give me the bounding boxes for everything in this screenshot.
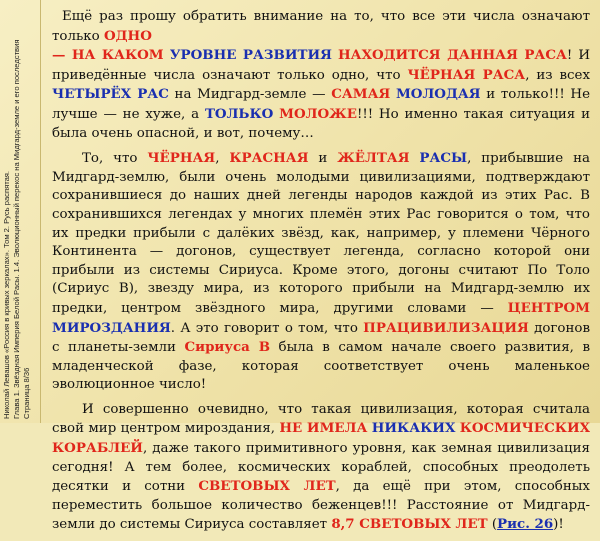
- text: )!: [553, 517, 564, 533]
- highlight: МИРОЗДАНИЯ: [52, 319, 171, 336]
- highlight: НАХОДИТСЯ ДАННАЯ РАСА: [338, 47, 567, 64]
- sidebar-line-2: [12, 4, 22, 419]
- sidebar: [0, 0, 41, 423]
- highlight: ТОЛЬКО: [204, 105, 274, 122]
- text: Ещё раз прошу обратить внимание на то, что все эти числа означают только: [52, 9, 590, 44]
- text: ! И приведённые числа означают только одно, что: [52, 48, 591, 83]
- text: и только!!! Не лучше — не хуже, а: [52, 87, 591, 122]
- text: догонов с планеты-земли: [52, 320, 590, 356]
- paragraph-3: [52, 401, 590, 535]
- highlight: РАСЫ: [419, 150, 468, 167]
- highlight: ЖЁЛТАЯ: [337, 150, 410, 167]
- highlight: ЧЁРНАЯ РАСА: [407, 66, 526, 83]
- highlight: УРОВНЕ РАЗВИТИЯ: [169, 47, 332, 64]
- highlight: САМАЯ: [331, 86, 391, 103]
- page-number: Страница 8/36: [22, 367, 31, 419]
- highlight: ЦЕНТРОМ: [507, 299, 590, 316]
- highlight: ПРАЦИВИЛИЗАЦИЯ: [363, 319, 529, 336]
- sidebar-caption: [2, 4, 32, 419]
- highlight: КРАСНАЯ: [229, 150, 309, 167]
- main-text: [52, 8, 590, 541]
- highlight: ЧЕТЫРЁХ РАС: [52, 86, 169, 103]
- text: И совершенно очевидно, что такая цивилизация, которая считала свой мир центром мироздания,: [52, 401, 590, 437]
- sidebar-line-1: [2, 4, 12, 419]
- text: То, что: [82, 151, 148, 167]
- highlight: МОЛОДАЯ: [395, 86, 481, 103]
- highlight: НЕ ИМЕЛА: [279, 420, 368, 437]
- highlight: Сириуса В: [184, 339, 271, 356]
- highlight: ОДНО: [103, 27, 152, 44]
- sidebar-line-3: [22, 4, 32, 419]
- text: , даже такого примитивного уровня, как земная цивилизация сегодня! А тем более, космических кораблей, способных преодолеть десятки и сотни: [52, 441, 590, 495]
- text: на Мидгард-земле —: [168, 87, 332, 103]
- highlight: 8,7 СВЕТОВЫХ ЛЕТ: [331, 516, 488, 533]
- text: и: [308, 151, 338, 167]
- highlight: НИКАКИХ: [371, 420, 456, 437]
- text: была в самом начале своего развития, в младенческой фазе, которая соответствует очень маленькое эволюционное число!: [52, 340, 590, 393]
- text: . А это говорит о том, что: [170, 320, 364, 336]
- figure-link[interactable]: Рис. 26: [497, 516, 554, 533]
- text: !!! Но именно такая ситуация и была очень опасной, и вот, почему…: [52, 106, 590, 141]
- book-title: Николай Левашов «Россия в кривых зеркалах». Том 2. Русь распятая.: [2, 170, 11, 419]
- paragraph-2: [52, 149, 590, 395]
- text: , из всех: [525, 67, 591, 83]
- highlight: — НА КАКОМ: [52, 47, 164, 64]
- text: (: [487, 517, 498, 533]
- highlight: МОЛОЖЕ: [279, 105, 357, 122]
- text: , прибывшие на Мидгард-землю, были очень молодыми цивилизациями, подтверждают сохранившиеся до наших дней легенды народов каждой из этих Рас. В сохранившихся легендах у многих племён этих Рас говорится о том, что их предки прибыли с далёких звёзд, как, например, у племени Чёрного Континента — догонов, существует легенда, согласно которой они прибыли из системы Сириуса. Кроме этого, догоны считают По Толо (Сириус В), звезду мира, из которого прибыли на Мидгард-землю их предки, центром звёздного мира, другими словами —: [52, 151, 590, 316]
- text: ,: [215, 151, 230, 167]
- highlight: ЧЁРНАЯ: [147, 150, 216, 167]
- text: , да ещё при этом, способных переместить большое количество беженцев!!! Расстояние от Мидгард-земли до системы Сириуса составляет: [52, 479, 590, 533]
- highlight: КОСМИЧЕСКИХ КОРАБЛЕЙ: [52, 420, 590, 457]
- chapter-title: Глава 1. Звёздная Империя Белой Расы. 1.4. Эволюционный перекос на Мидгард-земле и его последствия: [12, 39, 21, 419]
- highlight: СВЕТОВЫХ ЛЕТ: [198, 478, 336, 495]
- paragraph-1: [52, 8, 590, 143]
